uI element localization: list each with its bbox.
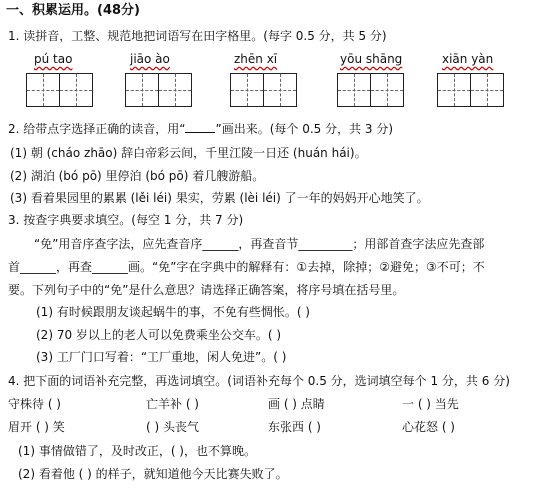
q3-sentence-3: (3) 工厂门口写着：“工厂重地，闲人免进”。( ) (36, 350, 287, 364)
tianzige-cell[interactable] (230, 73, 264, 107)
q3-sentence-2: (2) 70 岁以上的老人可以免费乘坐公交车。( ) (36, 328, 282, 342)
q4-fill-1: (1) 事情做错了，及时改正，( )，也不算晚。 (18, 444, 256, 458)
q4-idiom-2: 亡羊补 ( ) (146, 397, 199, 411)
section-title: 一、积累运用。(48分) (6, 3, 140, 18)
q4-prompt: 4. 把下面的词语补充完整，再选词填空。(词语补充每个 0.5 分，选词填空每个 1 分，共 6 分) (8, 374, 510, 388)
q4-idiom-7: 东张西 ( ) (268, 420, 321, 434)
tianzige-cell[interactable] (437, 73, 471, 107)
q4-idiom-5: 眉开 ( ) 笑 (8, 420, 65, 434)
q2-line-2: (2) 湖泊 (bó pō) 里停泊 (bó pō) 着几艘游船。 (10, 169, 265, 183)
tianzige-cell[interactable] (158, 73, 192, 107)
tianzige-cell[interactable] (26, 73, 60, 107)
q2-prompt-a: 2. 给带点字选择正确的读音，用“ (8, 122, 186, 136)
q3-paragraph-3: 要。下列句子中的“免”是什么意思？请选择正确答案，将序号填在括号里。 (8, 283, 405, 297)
q2-prompt (8, 121, 393, 137)
tianzige-pair-3[interactable] (230, 73, 296, 107)
tianzige-cell[interactable] (470, 73, 504, 107)
tianzige-cell[interactable] (263, 73, 297, 107)
q1-pinyin-1: pú tao (34, 52, 73, 66)
q1-pinyin-2: jiāo ào (130, 52, 170, 66)
q4-idiom-1: 守株待 ( ) (8, 397, 61, 411)
tianzige-cell[interactable] (337, 73, 371, 107)
q2-line-3: (3) 看着果园里的累累 (lěi léi) 果实，劳累 (lèi léi) 了一年的妈妈开心地笑了。 (10, 191, 429, 205)
q2-line-1: (1) 朝 (cháo zhāo) 辞白帝彩云间，千里江陵一日还 (huán hái)。 (10, 146, 367, 160)
q1-pinyin-4: yōu shāng (340, 52, 403, 66)
q1-pinyin-5: xiān yàn (442, 52, 494, 66)
q3-prompt: 3. 按查字典要求填空。(每空 1 分，共 7 分) (8, 213, 244, 227)
tianzige-cell[interactable] (59, 73, 93, 107)
q4-fill-2: (2) 看着他 ( ) 的样子，就知道他今天比赛失败了。 (18, 467, 288, 481)
q1-prompt: 1. 读拼音，工整、规范地把词语写在田字格里。(每字 0.5 分，共 5 分) (8, 29, 387, 43)
q3-paragraph-2: 首______，再查______画。“免”字在字典中的解释有：①去掉，除掉；②避免；③不可；不 (8, 260, 485, 274)
q3-paragraph-1: “免”用音序查字法，应先查音序______，再查音节_________；用部首查字法应先查部 (34, 237, 485, 251)
tianzige-cell[interactable] (125, 73, 159, 107)
tianzige-pair-1[interactable] (26, 73, 92, 107)
tianzige-cell[interactable] (370, 73, 404, 107)
q2-prompt-b: ”画出来。(每个 0.5 分，共 3 分) (215, 122, 394, 136)
q4-idiom-4: 一 ( ) 当先 (402, 397, 459, 411)
q4-idiom-6: ( ) 头丧气 (146, 420, 199, 434)
tianzige-pair-4[interactable] (337, 73, 403, 107)
q1-pinyin-3: zhēn xī (234, 52, 278, 66)
q2-blank-line (185, 132, 215, 133)
q4-idiom-8: 心花怒 ( ) (402, 420, 455, 434)
tianzige-pair-2[interactable] (125, 73, 191, 107)
q3-sentence-1: (1) 有时候跟朋友谈起蜗牛的事，不免有些惆怅。( ) (36, 305, 310, 319)
q4-idiom-3: 画 ( ) 点睛 (268, 397, 325, 411)
tianzige-pair-5[interactable] (437, 73, 503, 107)
